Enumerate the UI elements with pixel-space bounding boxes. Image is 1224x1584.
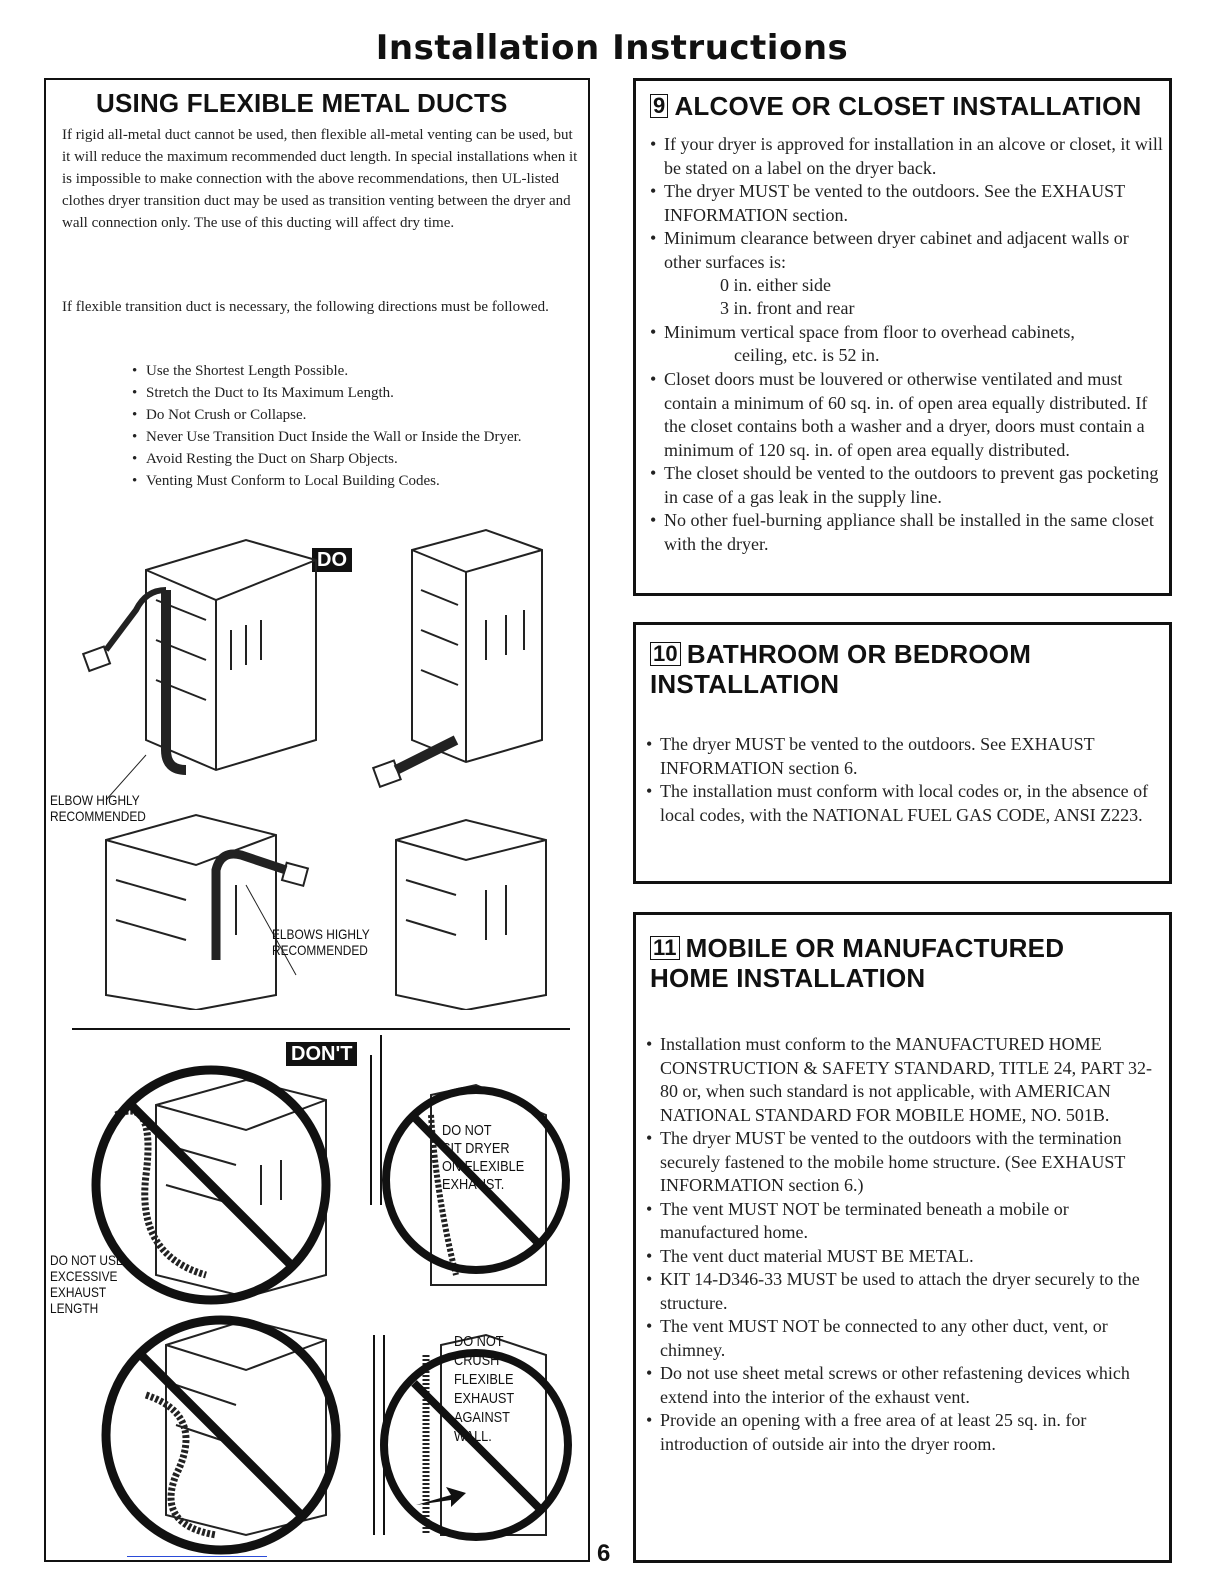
bathroom-bedroom-panel [633, 622, 1172, 884]
dryer-illustration-4 [396, 820, 546, 1010]
vertical-space-cont: ceiling, etc. is 52 in. [734, 345, 880, 365]
list-item: • The closet should be vented to the outdoors to prevent gas pocketing in case of a gas leak in the supply line. [650, 462, 1168, 509]
list-item: • Closet doors must be louvered or otherwise ventilated and must contain a minimum of 60 sq. in. of open area equally distributed. If the closet contains both a washer and a dryer, doors must contain a minimum of 120 sq. in. of open area equally distributed. [650, 368, 1168, 462]
list-item: • Do Not Crush or Collapse. [132, 404, 532, 426]
list-item: • If your dryer is approved for installation in an alcove or closet, it will be stated on a label on the dryer back. [650, 133, 1168, 180]
alcove-closet-panel [633, 78, 1172, 596]
list-item: • The vent MUST NOT be terminated beneath a mobile or manufactured home. [646, 1198, 1156, 1245]
section-number: 10 [650, 642, 681, 666]
clearance-front: 3 in. front and rear [720, 298, 855, 318]
callout-elbow-highly-recommended: ELBOW HIGHLY RECOMMENDED [50, 792, 146, 824]
page-title: Installation Instructions [375, 28, 849, 68]
list-item: • Installation must conform to the MANUFACTURED HOME CONSTRUCTION & SAFETY STANDARD, TITLE 24, PART 32-80 or, when such standard is not applicable, with AMERICAN NATIONAL STANDARD FOR MOBILE HOME, NO. 501B. [646, 1033, 1156, 1127]
bathroom-heading: 10 BATHROOM OR BEDROOM INSTALLATION [650, 639, 1032, 699]
list-item: • The installation must conform with local codes or, in the absence of local codes, with the NATIONAL FUEL GAS CODE, ANSI Z223. [646, 780, 1156, 827]
footer-rule [127, 1556, 267, 1557]
alcove-heading: 9 ALCOVE OR CLOSET INSTALLATION [650, 91, 1141, 121]
dryer-illustration-1 [83, 540, 316, 770]
callout-excessive-length: DO NOT USE EXCESSIVE EXHAUST LENGTH [50, 1252, 124, 1316]
list-item: • Never Use Transition Duct Inside the Wall or Inside the Dryer. [132, 426, 532, 448]
page-number: 6 [597, 1540, 611, 1567]
list-item: • Minimum clearance between dryer cabinet and adjacent walls or other surfaces is: [650, 227, 1168, 274]
section-divider [72, 1028, 570, 1030]
mobile-home-panel [633, 912, 1172, 1563]
list-item: • The dryer MUST be vented to the outdoors. See EXHAUST INFORMATION section 6. [646, 733, 1156, 780]
flexible-ducts-heading: USING FLEXIBLE METAL DUCTS [96, 88, 508, 118]
list-item: • Provide an opening with a free area of at least 25 sq. in. for introduction of outside air into the dryer room. [646, 1409, 1156, 1456]
dont-label: DON'T [286, 1042, 357, 1066]
do-label: DO [312, 548, 352, 572]
clearance-side: 0 in. either side [720, 275, 831, 295]
list-item: • The vent duct material MUST BE METAL. [646, 1245, 1156, 1269]
flexible-ducts-intro: If rigid all-metal duct cannot be used, then flexible all-metal venting can be used, but it will reduce the maximum recommended duct length. In special installations when it is impossible to make connection with the above recommendations, then UL-listed clothes dryer transition duct may be used as transition venting between the dryer and wall connection only. The use of this ducting will affect dry time. [62, 127, 578, 231]
list-item: • Minimum vertical space from floor to overhead cabinets, [650, 321, 1168, 345]
list-item: • No other fuel-burning appliance shall be installed in the same closet with the dryer. [650, 509, 1168, 556]
alcove-list [650, 133, 1168, 274]
list-item: • The vent MUST NOT be connected to any other duct, vent, or chimney. [646, 1315, 1156, 1362]
dryer-illustration-2 [373, 530, 542, 787]
callout-do-not-sit: DO NOT SIT DRYER ON FLEXIBLE EXHAUST. [442, 1122, 525, 1193]
alcove-list-2 [650, 368, 1168, 556]
callout-elbows-highly-recommended: ELBOWS HIGHLY RECOMMENDED [272, 926, 370, 958]
mobile-list [646, 1033, 1156, 1456]
list-item: • Venting Must Conform to Local Building Codes. [132, 470, 532, 492]
bathroom-list [646, 733, 1156, 827]
section-number: 9 [650, 94, 668, 118]
alcove-vertical-item [650, 321, 1168, 345]
flexible-ducts-directions: If flexible transition duct is necessary, the following directions must be followed. [62, 299, 549, 315]
section-number: 11 [650, 936, 680, 960]
dryer-illustration-3 [106, 815, 308, 1010]
list-item: • The dryer MUST be vented to the outdoors. See the EXHAUST INFORMATION section. [650, 180, 1168, 227]
list-item: • Use the Shortest Length Possible. [132, 360, 532, 382]
list-item: • Stretch the Duct to Its Maximum Length. [132, 382, 532, 404]
list-item: • The dryer MUST be vented to the outdoors with the termination securely fastened to the mobile home structure. (See EXHAUST INFORMATION section 6.) [646, 1127, 1156, 1198]
mobile-heading: 11 MOBILE OR MANUFACTURED HOME INSTALLATION [650, 933, 1065, 993]
callout-do-not-crush: DO NOT CRUSH FLEXIBLE EXHAUST AGAINST WALL. [454, 1333, 515, 1445]
list-item: • KIT 14-D346-33 MUST be used to attach the dryer securely to the structure. [646, 1268, 1156, 1315]
duct-rules-list [132, 360, 532, 492]
flexible-ducts-panel [44, 78, 590, 1562]
list-item: • Do not use sheet metal screws or other refastening devices which extend into the interior of the exhaust vent. [646, 1362, 1156, 1409]
list-item: • Avoid Resting the Duct on Sharp Objects. [132, 448, 532, 470]
dont-illustration [46, 1035, 588, 1555]
